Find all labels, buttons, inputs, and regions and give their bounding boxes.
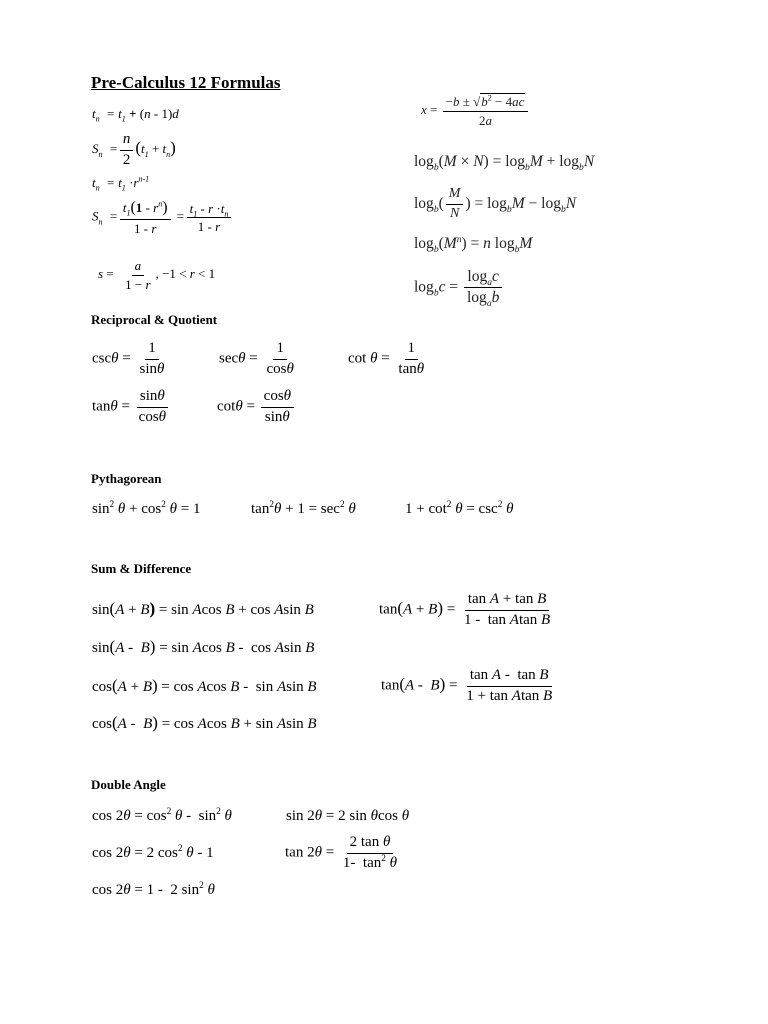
heading-pythagorean: Pythagorean [91,471,162,486]
geometric-sum-formula: $S_n$ = $\frac{t_1(1 - r^n)}{1 - r}$ = $\frac{t_1 - r \cdot t_n}{1 - r}$ [92,200,233,235]
sin-sum-formula: sin(A + B) = sin Acos B + cos Asin B [92,599,314,618]
log-change-of-base: $\log_bc$ = $\frac{\log_ac}{\log_ab}$ [414,269,504,307]
arithmetic-sum-formula: $S_n$ = $\frac{n}{2}$ $(t_1 + t_n)$ [92,131,176,168]
log-power-rule: $\log_b(M^n) = n$ $\log_bM$ [414,233,533,256]
pythagorean-identity-1: $\sin^2 \theta + \cos^2 \theta = 1$ [92,500,201,517]
cos-sum-formula: cos(A + B) = cos Acos B - sin Asin B [92,676,317,695]
heading-sum-difference: Sum & Difference [91,561,192,576]
cos-double-angle-2: cos 2θ = 2 $\cos^2 \theta - 1$ [92,844,214,861]
quadratic-formula: x = $\frac{-b \pm √b^2 - 4ac}{2a}$ [421,95,530,127]
cos-double-angle-1: $\cos 2\theta = \cos^2 \theta - \sin^2 \theta$ [92,807,232,824]
log-product-rule: $\log_b(M \times N) = \log_bM + \log_bN$ [414,153,595,174]
tan-quotient-identity: tanθ = $\frac{\sin\theta}{\cos\theta}$ [92,388,167,425]
heading-double-angle: Double Angle [91,777,166,792]
tan-difference-formula: tan(A - B) = $\frac{\text{tan A - tan B}}{\text{1 + tan Atan B}}$ [381,667,553,704]
infinite-sum-formula: s = $\frac{a}{1 - r}$ , −1 < r < 1 [98,258,216,292]
tan-sum-formula: tan(A + B) = $\frac{\text{tan A + tan B}}{\text{1 - tan Atan B}}$ [379,591,551,628]
geometric-term-formula: $t_n = t_1 \cdot r^{n-1}$ [92,174,150,193]
heading-reciprocal-quotient: Reciprocal & Quotient [91,312,218,327]
sin-double-angle: sin 2θ = 2 sin θcos θ [286,808,410,824]
pythagorean-identity-2: $\tan^2\theta + 1 = \sec^2 \theta$ [251,500,356,517]
csc-identity: cscθ = $\frac{1}{\sin\theta}$ [92,340,165,377]
log-quotient-rule: $\log_b$( $\frac{M}{N}$ ) = $\log_bM - \log_bN$ [414,186,577,221]
cos-double-angle-3: cos 2θ = 1 - 2 $\sin^2 \theta$ [92,881,215,898]
cos-difference-formula: cos(A - B) = cos Acos B + sin Asin B [92,713,317,732]
sec-identity: secθ = $\frac{1}{\cos\theta}$ [219,340,294,377]
arithmetic-term-formula: $t_n = t_1 + (n - 1)d$ [92,106,179,124]
sin-difference-formula: sin(A - B) = sin Acos B - cos Asin B [92,637,315,656]
cot-quotient-identity: cotθ = $\frac{\cos\theta}{\sin\theta}$ [217,389,296,426]
cot-reciprocal-identity: cot θ = $\frac{1}{\tan\theta}$ [348,340,425,377]
page-title: Pre-Calculus 12 Formulas [91,73,281,92]
pythagorean-identity-3: $1 + \cot^2 \theta = \csc^2 \theta$ [405,500,514,517]
tan-double-angle: tan 2θ = $\frac{\text{2 tan θ}}{1- \tan^2 \theta}$ [285,834,398,871]
